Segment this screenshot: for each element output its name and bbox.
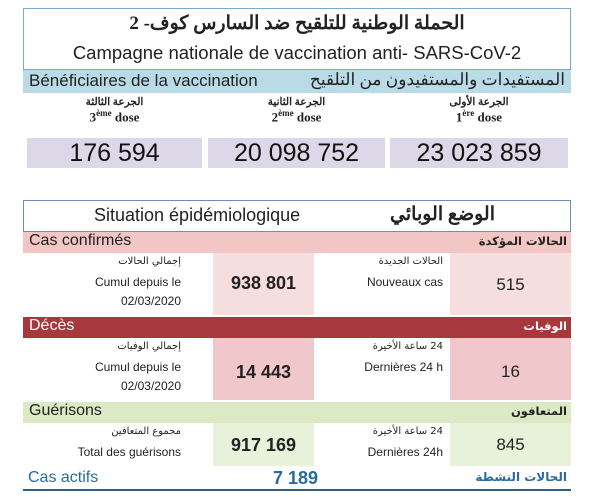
deaths-row: [23, 338, 571, 400]
recoveries-label-ar: المتعافون: [510, 404, 567, 418]
dose-2-label-fr: 2ème dose: [271, 108, 322, 125]
situation-label-fr: Situation épidémiologique: [94, 205, 301, 225]
active-cases-value: 7 189: [273, 468, 319, 488]
recoveries-total-ar: مجموع المتعافين: [111, 426, 181, 437]
dose-3-label-fr: 3ème dose: [89, 108, 140, 125]
confirmed-cumul-value-cell: [213, 253, 314, 315]
deaths-cumul-label: Cumul depuis le 02/03/2020: [94, 360, 181, 393]
deaths-label-ar: الوفيات: [523, 319, 567, 333]
recoveries-total-label: Total des guérisons: [77, 445, 181, 459]
dose-1-label-fr: 1ère dose: [455, 108, 503, 125]
deaths-cumul-value-cell: [213, 338, 314, 400]
recoveries-total-value-cell: [213, 423, 314, 466]
confirmed-new-ar: الحالات الجديدة: [378, 256, 443, 267]
campaign-title-french: Campagne nationale de vaccination anti- SARS-CoV-2: [72, 42, 522, 63]
recoveries-recent-value-cell: [450, 423, 571, 466]
dose-3-header: [27, 96, 202, 125]
dose-2-header: [208, 96, 385, 125]
confirmed-header: [23, 232, 571, 253]
deaths-header: [23, 317, 571, 338]
confirmed-cumul-ar: إجمالي الحالات: [118, 256, 181, 267]
confirmed-new-value: 515: [496, 275, 525, 294]
beneficiaries-label-fr: Bénéficiaires de la vaccination: [29, 71, 258, 90]
deaths-recent-value: 16: [501, 362, 520, 381]
deaths-recent-ar: 24 ساعة الأخيرة: [372, 341, 443, 352]
recoveries-recent-ar: 24 ساعة الأخيرة: [372, 426, 443, 437]
confirmed-new-label-cell: [316, 253, 448, 315]
confirmed-label-ar: الحالات المؤكدة: [478, 234, 567, 248]
dose-2-label-ar: الجرعة الثانية: [267, 97, 326, 108]
deaths-cumul-ar: إجمالي الوفيات: [117, 341, 181, 352]
situation-header: [23, 200, 571, 232]
recoveries-total-label-cell: [23, 423, 209, 466]
dose-3-label-ar: الجرعة الثالثة: [85, 97, 144, 108]
active-cases-row: [23, 467, 571, 491]
beneficiaries-label-ar: المستفيدات والمستفيدون من التلقيح: [309, 70, 565, 89]
recoveries-row: [23, 423, 571, 466]
recoveries-recent-label: Dernières 24h: [367, 445, 443, 459]
recoveries-header: [23, 402, 571, 423]
confirmed-cumul-value: 938 801: [230, 273, 297, 293]
deaths-cumul-label-cell: [23, 338, 209, 400]
deaths-recent-label-cell: [316, 338, 448, 400]
deaths-recent-label: Dernières 24 h: [364, 360, 443, 374]
recoveries-recent-value: 845: [496, 435, 525, 454]
confirmed-new-label: Nouveaux cas: [366, 275, 443, 289]
beneficiaries-band: [23, 70, 571, 93]
deaths-cumul-value: 14 443: [235, 362, 292, 382]
confirmed-label-fr: Cas confirmés: [29, 232, 132, 249]
dose-1-value: 23 023 859: [390, 138, 568, 168]
situation-label-ar: الوضع الوبائي: [390, 204, 495, 225]
recoveries-total-value: 917 169: [230, 435, 297, 455]
confirmed-cumul-label-cell: [23, 253, 209, 315]
recoveries-recent-label-cell: [316, 423, 448, 466]
confirmed-cumul-label: Cumul depuis le 02/03/2020: [94, 275, 181, 308]
dose-1-header: [390, 96, 568, 125]
active-cases-label-ar: الحالات النشطة: [475, 470, 567, 484]
recoveries-label-fr: Guérisons: [29, 402, 102, 419]
campaign-title-box: [23, 8, 571, 70]
deaths-label-fr: Décès: [29, 317, 75, 334]
dose-2-value: 20 098 752: [208, 138, 385, 168]
deaths-recent-value-cell: [450, 338, 571, 400]
confirmed-new-value-cell: [450, 253, 571, 315]
dose-1-label-ar: الجرعة الأولى: [449, 97, 509, 108]
active-cases-label-fr: Cas actifs: [28, 469, 99, 486]
dose-3-value: 176 594: [27, 138, 202, 168]
campaign-title-arabic: الحملة الوطنية للتلقيح ضد السارس كوف- 2: [129, 13, 465, 34]
confirmed-row: [23, 253, 571, 315]
